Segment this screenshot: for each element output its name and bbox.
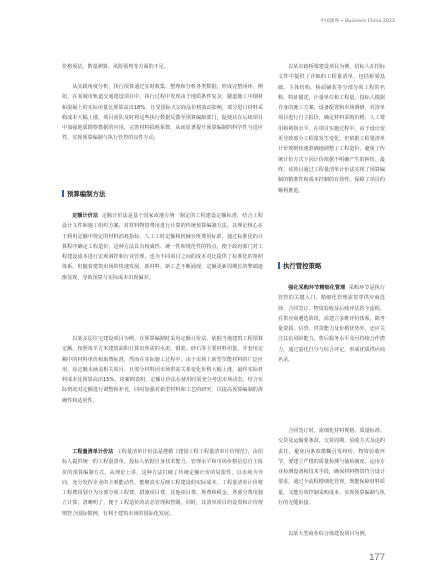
paragraph — [62, 211, 263, 334]
section-marker-icon — [278, 262, 280, 269]
section-title: 预算编制方法 — [67, 189, 106, 198]
section-heading — [278, 260, 385, 270]
section-heading — [62, 188, 263, 198]
paragraph: 以某多层住宅建设项目为例，在预算编制时采用定额计价法，依据当地建筑工程预算定额，按照每平方米建筑面积计算出所需的水泥、钢筋、砂石等主要材料用量，并套用定额中的材料单价和取费标准，然而在实际施工过程中，由于市场上新型节能材料的广泛应用，原定额未涵盖相关项目，且部分材料因市场供需关系变化价格大幅上涨，最终实际材料成本比预算高出15%，该案例表明，定额计价法在使用时需充分考虑市场动态，结合实际情况对定额进行调整和补充，同时加强对新型材料和工艺的研究，以提高预算编制的准确性和适用性。 — [62, 336, 263, 404]
paragraph: 从实践角度分析，执行预算通过实时收集、整理和分析各类数据，形成完整闭环。例如，在某城市轨道交通建设项目中，执行过程中发现由于地质条件复杂，隧道施工中钢材和混凝土的实际用量比预算高出18%，且受国际大宗商品价格波动影响，部分进口材料采购成本大幅上涨。项目团队及时将这些执行数据反馈至预算编制部门，促使其在后续项目中加强地质勘察数据的应用，完善材料损耗系数，从而显著提升预算编制的科学性与适应性，实现预算编制与执行管控的良性互动。 — [62, 84, 263, 142]
paragraph: 以某大型商业综合体建设项目为例， — [288, 531, 370, 537]
journal-header: 中国商界 • Business China 2023 — [320, 19, 395, 24]
paragraph — [278, 283, 385, 426]
paragraph — [62, 447, 263, 550]
left-column — [62, 62, 263, 550]
run-in-heading: 定额计价法 — [72, 213, 99, 219]
page-number: 177 — [369, 552, 385, 563]
run-in-heading: 强化采购环节精细化管理 — [288, 285, 346, 291]
section-marker-icon — [62, 190, 64, 197]
run-in-heading: 工程量清单计价法 — [72, 449, 114, 455]
section-title: 执行管控策略 — [283, 261, 322, 270]
paragraph: 以某市政桥梁建设项目为例，招标人在招标文件中提供了详细的工程量清单，包括桥梁基础、主体结构、桥面铺装等分部分项工程的名称、特征描述、计量单位和工程量。投标人根据自身的施工方案、设备配置和市场调研，对清单项目进行自主报价，确定材料采购价格、人工费用和利润水平。在项目实施过程中，由于设计变更导致部分工程量发生变化，但依据工程量清单计价规则快速准确地调整了工程造价，避免了传统计价方式下因计价依据不明确产生的纠纷。最终，该项目通过工程量清单计价法实现了预算编制的精准性和成本控制的有效性，保障了项目的顺利推进。 — [278, 64, 385, 194]
paragraph-text: 工程量清单计价法是遵循《建设工程工程量清单计价规范》，由招标人提供统一的工程量清单，投标人依据自身技术能力、管理水平和市场价格信息自主报价的预算编制方式。从理论上讲，这种方法打破了传统定额计价的局限性，以市场为导向，充分发挥企业的主观能动性，能够真实反映工程建设的实际成本。工程量清单计价将工程费用划分为分部分项工程费、措施项目费、其他项目费、规费和税金，各部分费用独立计算，清晰明了，便于工程造价的动态管理和控制。同时，其清单项目的设置和计价规则符合国际惯例，有利于建筑市场的国际化发展。 — [62, 449, 263, 517]
right-column — [278, 62, 385, 540]
paragraph-text: 采购环节是执行管控的关键入口，精细化管理需贯穿供应商选择、合同签订、物资验收及后续评估的全流程。在供应商遴选阶段，需建立多维评价体系，除考量资质、信誉、供货能力及价格优势外，还应关注其抗风险能力、售后服务水平及可持续合作潜力，通过量化打分与综合评定，形成优质供应商名录。 — [278, 285, 385, 364]
paragraph-text: 定额计价法是基于国家或地方统一制定的工程建设定额标准，结合工程设计文件和施工组织方案，对材料物资费用进行计算的传统预算编制方法。其理论核心在于利用定额中规定的材料消耗指标、人工工时定额和机械台班费用标准，通过标准化的计算程序确定工程造价，这种方法具有权威性、统一性和规范性的特点，便于政府部门对工程建设成本进行宏观调控和行业管理，也为不同项目之间的成本对比提供了标准化的参照体系。但随着建筑市场的快速发展、新材料、新工艺不断涌现，定额更新周期长的弊端逐渐显现，导致预算与实际成本出现偏差。 — [62, 213, 263, 281]
paragraph: 价格预估、数量测算、风险预判等方面的不足。 — [62, 64, 169, 70]
paragraph: 合同签订时，需细化材料规格、质量标准、交货及运输要条款、交货周期、验收方式及违约责任，避免因条款模糊引发纠纷。物资验收环节，要建立严格的质量检测与抽检制度，运用专业检测设备和技术手段，确保材料物资符合设计要求。通过全流程精细化管理，既能保障材料质量，又能有效控制采购成本，实现预算编制与执行的无缝衔接。 — [278, 428, 385, 507]
